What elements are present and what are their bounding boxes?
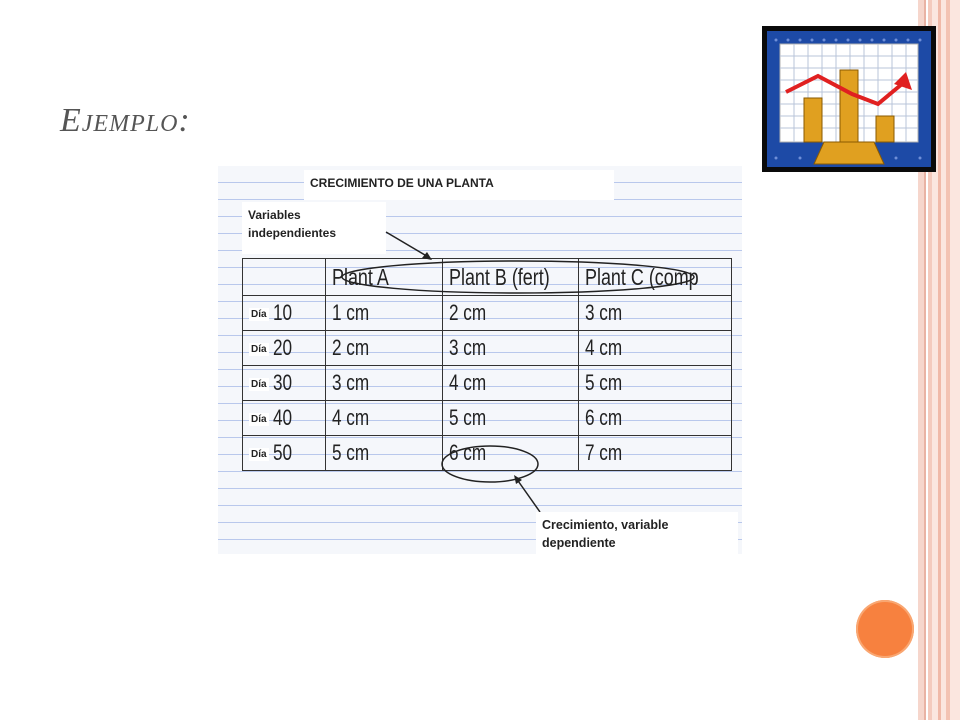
arrow-to-cell xyxy=(516,478,540,512)
bar-chart-presentation-icon xyxy=(762,26,936,172)
slide-title: Ejemplo: xyxy=(60,102,191,139)
day-label: Día xyxy=(251,308,267,320)
table-cell: 5 cm xyxy=(449,405,487,430)
day-value: 40 xyxy=(272,405,292,430)
notebook-image xyxy=(218,166,742,554)
growth-table xyxy=(242,258,732,471)
arrow-to-header xyxy=(386,232,430,258)
day-label: Día xyxy=(251,378,267,390)
table-row xyxy=(243,296,732,331)
table-cell: 4 cm xyxy=(449,370,487,395)
table-header-row xyxy=(243,259,732,296)
day-value: 30 xyxy=(272,370,292,395)
header-cell xyxy=(243,259,326,296)
table-cell: 6 cm xyxy=(449,440,487,465)
table-cell: 3 cm xyxy=(332,370,370,395)
table-cell: 6 cm xyxy=(585,405,623,430)
table-cell: 3 cm xyxy=(585,300,623,325)
table-cell: 5 cm xyxy=(332,440,370,465)
border-stripe xyxy=(946,0,950,720)
table-cell: 2 cm xyxy=(332,335,370,360)
day-value: 20 xyxy=(272,335,292,360)
day-value: 10 xyxy=(272,300,292,325)
table-cell: 1 cm xyxy=(332,300,370,325)
header-cell: Plant A xyxy=(326,259,443,296)
day-label: Día xyxy=(251,343,267,355)
table-cell: 4 cm xyxy=(332,405,370,430)
border-stripe xyxy=(938,0,941,720)
arrow-head xyxy=(514,475,522,484)
decorative-orange-circle xyxy=(856,600,914,658)
table-row xyxy=(243,331,732,366)
table-cell: 3 cm xyxy=(449,335,487,360)
day-value: 50 xyxy=(272,440,292,465)
notebook-heading: CRECIMIENTO DE UNA PLANTA xyxy=(304,170,614,200)
table-row xyxy=(243,436,732,471)
independent-variables-note: Variables independientes xyxy=(242,202,386,254)
table-cell: 7 cm xyxy=(585,440,623,465)
day-label: Día xyxy=(251,413,267,425)
table-cell: 4 cm xyxy=(585,335,623,360)
day-label: Día xyxy=(251,448,267,460)
table-row xyxy=(243,366,732,401)
table-cell: 2 cm xyxy=(449,300,487,325)
header-cell: Plant C (comp xyxy=(579,259,732,296)
header-cell: Plant B (fert) xyxy=(443,259,579,296)
table-row xyxy=(243,401,732,436)
table-cell: 5 cm xyxy=(585,370,623,395)
dependent-variable-note: Crecimiento, variable dependiente xyxy=(536,512,738,554)
